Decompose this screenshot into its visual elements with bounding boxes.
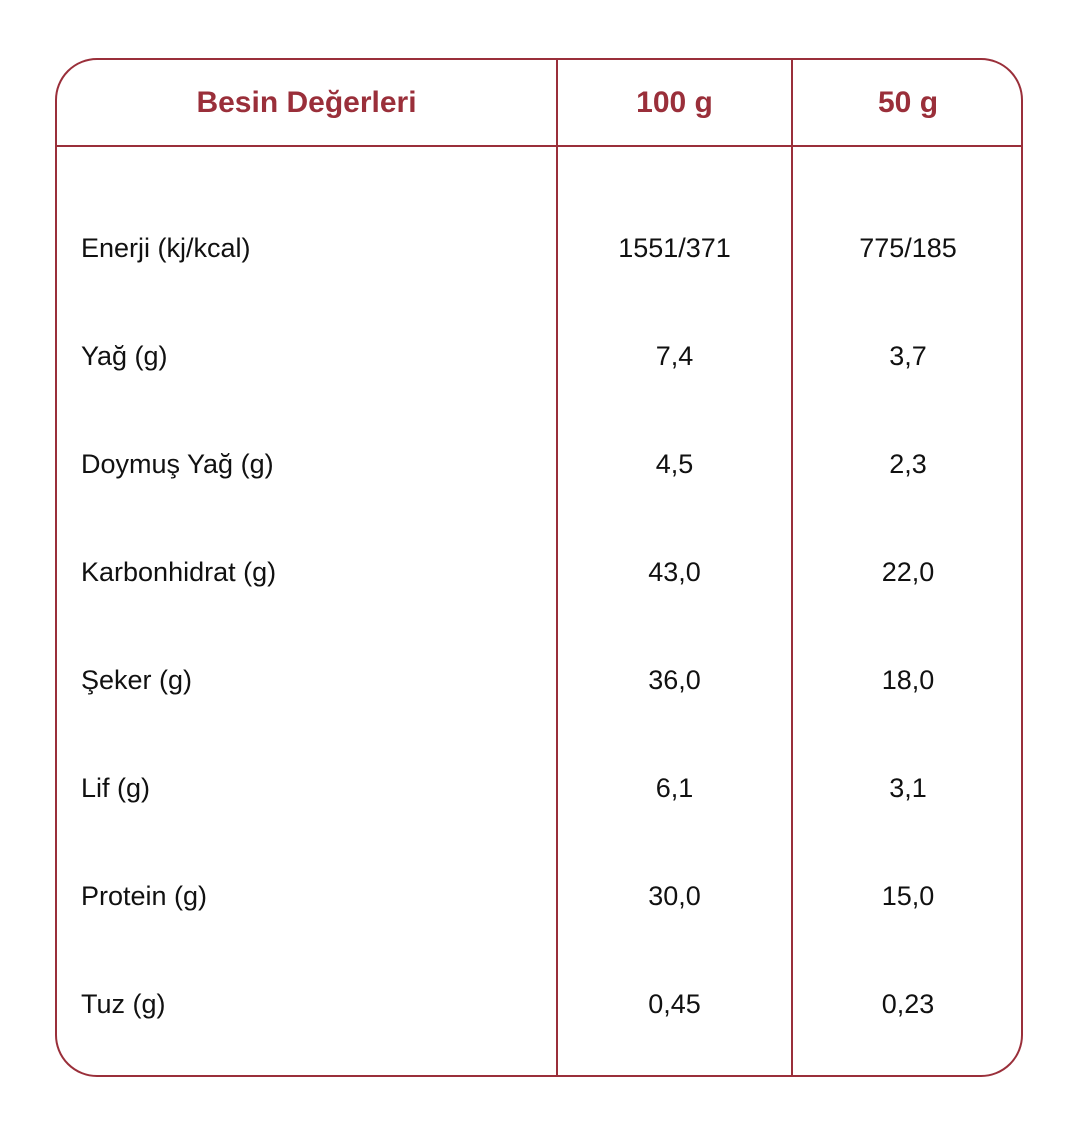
header-divider [57, 145, 1021, 147]
header-100g: 100 g [636, 86, 713, 119]
table-row [57, 842, 1021, 950]
nutrient-name: Doymuş Yağ (g) [81, 449, 274, 479]
nutrient-name: Tuz (g) [81, 989, 166, 1019]
value-50g: 18,0 [881, 665, 935, 695]
nutrient-name: Şeker (g) [81, 665, 193, 695]
nutrition-table [55, 58, 1023, 1077]
nutrient-name: Enerji (kj/kcal) [81, 233, 251, 263]
value-50g: 3,7 [889, 341, 927, 371]
value-50g: 22,0 [881, 557, 935, 587]
nutrient-name: Karbonhidrat (g) [81, 557, 277, 587]
table-body [57, 194, 1021, 1058]
table-row [57, 734, 1021, 842]
value-100g: 4,5 [655, 449, 694, 479]
value-50g: 0,23 [881, 989, 935, 1019]
value-100g: 30,0 [648, 881, 701, 911]
value-50g: 775/185 [859, 233, 957, 263]
nutrient-name: Lif (g) [81, 773, 151, 803]
table-row [57, 626, 1021, 734]
value-100g: 0,45 [648, 989, 701, 1019]
table-row [57, 194, 1021, 302]
table-row [57, 950, 1021, 1058]
header-nutrient: Besin Değerleri [196, 86, 417, 119]
value-50g: 15,0 [881, 881, 935, 911]
nutrient-name: Protein (g) [81, 881, 208, 911]
value-100g: 36,0 [648, 665, 701, 695]
nutrient-name: Yağ (g) [81, 341, 168, 371]
table-header [57, 60, 1021, 145]
header-50g: 50 g [877, 86, 939, 119]
value-100g: 7,4 [655, 341, 694, 371]
value-100g: 1551/371 [618, 233, 731, 263]
table-row [57, 410, 1021, 518]
value-50g: 3,1 [889, 773, 927, 803]
value-100g: 43,0 [648, 557, 701, 587]
value-100g: 6,1 [655, 773, 694, 803]
table-row [57, 302, 1021, 410]
table-row [57, 518, 1021, 626]
value-50g: 2,3 [889, 449, 927, 479]
